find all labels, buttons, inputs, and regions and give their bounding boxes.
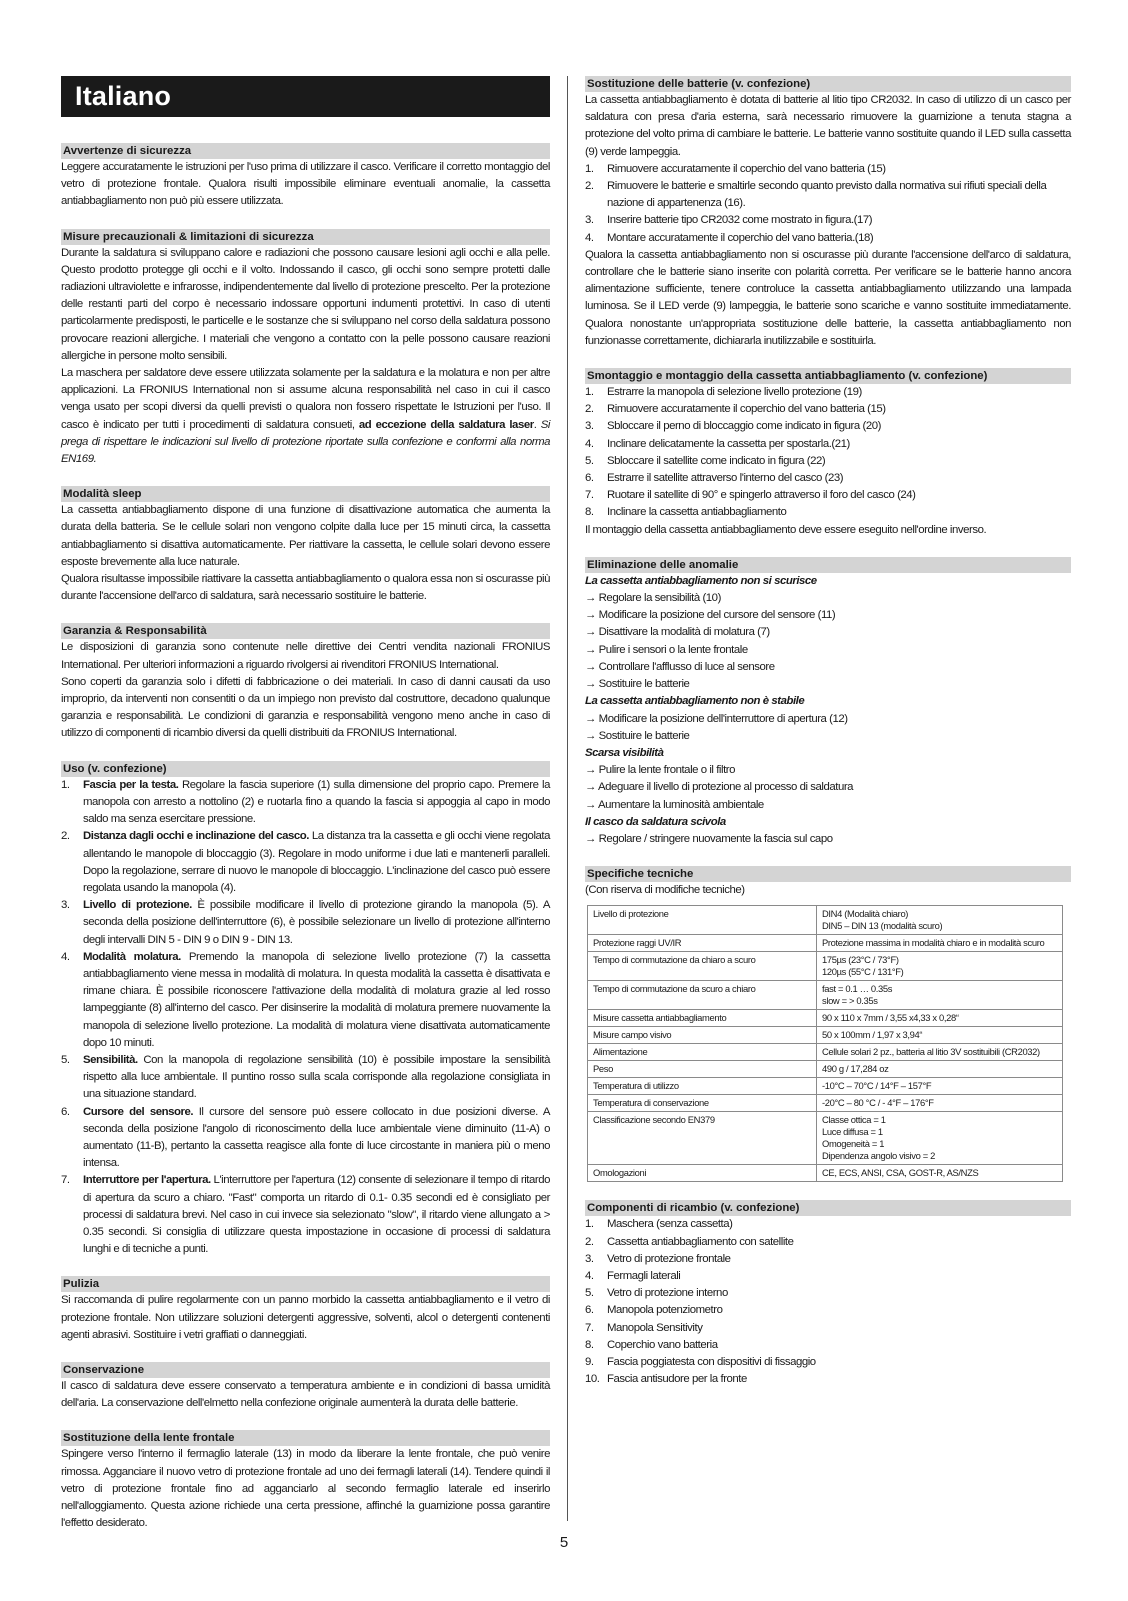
spec-value-line: Luce diffusa = 1 [822, 1126, 883, 1138]
spec-row [588, 1078, 1063, 1095]
spec-key: Livello di protezione [588, 906, 817, 935]
item-lead: Interruttore per l'apertura. [83, 1174, 211, 1187]
list-item [585, 1285, 1071, 1302]
item-lead: Livello di protezione. [83, 899, 192, 912]
item-number: 3. [585, 1252, 594, 1265]
spec-value-line: Dipendenza angolo visivo = 2 [822, 1150, 935, 1162]
item-number: 10. [585, 1373, 600, 1386]
list-item [585, 384, 1071, 401]
spec-value-line: fast = 0.1 … 0.35s [822, 983, 893, 995]
spec-key: Peso [588, 1061, 817, 1078]
item-text: Ruotare il satellite di 90° e spingerlo attraverso il foro del casco (24) [607, 489, 916, 502]
section-heading: Garanzia & Responsabilità [61, 623, 550, 639]
item-text: Inserire batterie tipo CR2032 come mostrato in figura.(17) [607, 214, 873, 227]
item-text: Fascia antisudore per la fronte [607, 1373, 747, 1386]
spec-value [817, 981, 1063, 1010]
item-number: 3. [585, 420, 594, 433]
section-batterie [585, 76, 1071, 350]
item-text: Vetro di protezione frontale [607, 1252, 731, 1265]
item-text: Estrarre la manopola di selezione livello protezione (19) [607, 386, 862, 399]
spec-value-line: 90 x 110 x 7mm / 3,55 x4,33 x 0,28“ [822, 1012, 959, 1024]
spec-row [588, 1061, 1063, 1078]
item-number: 6. [585, 472, 594, 485]
section-heading: Misure precauzionali & limitazioni di sicurezza [61, 229, 550, 245]
item-number: 5. [61, 1053, 70, 1066]
section-uso [61, 761, 550, 1259]
item-number: 5. [585, 454, 594, 467]
item-text: È possibile modificare il livello di protezione girando la manopola (5). A seconda della posizione dell'interruttore (6), è possibile selezionare un livello di protezione all'interno degli intervalli DIN 5 - DIN 9 o DIN 9 - DIN 13. [83, 899, 550, 946]
anomaly-remedy: → Pulire i sensori o la lente frontale [585, 643, 748, 656]
paragraph: Durante la saldatura si sviluppano calore e radiazioni che possono causare lesioni agli occhi e alla pelle. Questo prodotto protegge gli occhi e il volto. Indossando il casco, gli occhi sono sempre protetti dalle radiazioni ultraviolette e infrarosse, indipendentemente dal livello di protezione prescelto. Per la protezione delle restanti parti del corpo è necessario indossare opportuni indumenti protettivi. In caso di utenti particolarmente predisposti, le particelle e le sostanze che si sviluppano nel corso della saldatura possono provocare reazioni allergiche. I materiali che vengono a contatto con la pelle possono causare reazioni allergiche in persone molto sensibili. [61, 246, 550, 362]
paragraph: La cassetta antiabbagliamento dispone di una funzione di disattivazione automatica che aumenta la durata della batteria. Se le cellule solari non vengono colpite dalla luce per 15 minuti circa, la cassetta antiabbagliamento si disattiva automaticamente. Per riattivare la cassetta, le cellule solari devono essere esposte brevemente alla luce naturale. [61, 504, 550, 568]
section-misure [61, 229, 550, 469]
list-item [61, 949, 550, 1052]
paragraph [61, 365, 550, 468]
spec-value [817, 1027, 1063, 1044]
page-title: Italiano [75, 81, 172, 111]
anomaly-remedy: → Regolare / stringere nuovamente la fascia sul capo [585, 832, 833, 845]
item-text: Sbloccare il satellite come indicato in figura (22) [607, 454, 826, 467]
spec-row [588, 1027, 1063, 1044]
spec-value-line: 120µs (55°C / 131°F) [822, 966, 904, 978]
item-number: 4. [585, 231, 594, 244]
list-item [61, 828, 550, 897]
spec-key: Tempo di commutazione da chiaro a scuro [588, 952, 817, 981]
list-item [585, 1302, 1071, 1319]
item-number: 2. [585, 1235, 594, 1248]
paragraph: Il montaggio della cassetta antiabbagliamento deve essere eseguito nell'ordine inverso. [585, 523, 987, 536]
anomaly-title: La cassetta antiabbagliamento non è stabile [585, 695, 805, 708]
item-number: 5. [585, 1287, 594, 1300]
item-number: 1. [585, 386, 594, 399]
list-item [585, 1234, 1071, 1251]
anomaly-remedy: → Disattivare la modalità di molatura (7) [585, 626, 770, 639]
italic-run: Si prega di rispettare le indicazioni sul livello di protezione riportate sulla confezione e conformi alla norma EN169. [61, 418, 550, 466]
list-item [585, 212, 1071, 229]
list-item [61, 1052, 550, 1104]
paragraph: Qualora risultasse impossibile riattivare la cassetta antiabbagliamento o qualora essa non si oscurasse più durante l'accensione dell'arco di saldatura, sarà necessario sostituire le batterie. [61, 573, 550, 603]
list-item [61, 1104, 550, 1173]
item-number: 2. [61, 830, 70, 843]
item-text: Il cursore del sensore può essere collocato in due posizioni diverse. A seconda della posizione l'angolo di riconoscimento della luce ambientale viene diminuito (11-A) o aumentato (11-B), pertanto la cassetta reagisce alla fonte di luce circostante in maniera più o meno intensa. [83, 1105, 550, 1170]
item-text: Vetro di protezione interno [607, 1287, 728, 1300]
list-item [585, 1354, 1071, 1371]
spec-value [817, 1095, 1063, 1112]
item-text: Manopola potenziometro [607, 1304, 723, 1317]
item-number: 4. [61, 950, 70, 963]
list-item [585, 230, 1071, 247]
anomaly-remedy: → Adeguare il livello di protezione al processo di saldatura [585, 781, 854, 794]
paragraph: Si raccomanda di pulire regolarmente con un panno morbido la cassetta antiabbagliamento e il vetro di protezione frontale. Non utilizzare soluzioni detergenti aggressive, solventi, alcol o detergenti contenenti agenti abrasivi. Sostituire i vetri graffiati o danneggiati. [61, 1294, 550, 1341]
item-lead: Modalità molatura. [83, 950, 181, 963]
paragraph: Spingere verso l'interno il fermaglio laterale (13) in modo da liberare la lente frontale, che può venire rimossa. Agganciare il nuovo vetro di protezione frontale ad uno dei fermagli laterali (14). Tendere quindi il vetro di protezione frontale fino ad agganciarlo al secondo fermaglio laterale ed inserirlo nell'alloggiamento. Questa azione richiede una certa pressione, affinché la guarnizione possa garantire l'effetto desiderato. [61, 1448, 550, 1530]
item-text: Regolare la fascia superiore (1) sulla dimensione del proprio capo. Premere la manopola con arresto a nottolino (2) e ruotarla fino a quando la fascia si appoggia al capo in modo saldo ma senza esercitare pressione. [83, 778, 550, 826]
section-heading: Smontaggio e montaggio della cassetta antiabbagliamento (v. confezione) [585, 368, 1071, 384]
item-number: 3. [61, 899, 70, 912]
text-run: . [533, 418, 541, 431]
spec-row [588, 1095, 1063, 1112]
list-item [585, 487, 1071, 504]
item-number: 8. [585, 1338, 594, 1351]
section-heading: Sostituzione delle batterie (v. confezione) [585, 76, 1071, 92]
item-number: 1. [585, 162, 594, 175]
spec-key: Omologazioni [588, 1165, 817, 1182]
spec-value [817, 1010, 1063, 1027]
title-bar [61, 76, 550, 117]
anomaly-remedy: → Sostituire le batterie [585, 729, 690, 742]
item-text: La distanza tra la cassetta e gli occhi viene regolata allentando le manopole di bloccaggio (3). Regolare in modo uniforme i due lati e mantenerli paralleli. Dopo la regolazione, serrare di nuovo le manopole di bloccaggio. L'inclinazione del casco può essere regolata usando la manopola (4). [83, 830, 551, 894]
list-item [585, 1251, 1071, 1268]
spec-value [817, 952, 1063, 981]
item-number: 9. [585, 1355, 594, 1368]
subtitle: (Con riserva di modifiche tecniche) [585, 884, 745, 897]
spec-value-line: Classe ottica = 1 [822, 1114, 886, 1126]
spec-key: Misure campo visivo [588, 1027, 817, 1044]
list-item [585, 504, 1071, 521]
list-item [585, 436, 1071, 453]
text-run: La maschera per saldatore deve essere utilizzata solamente per la saldatura e la molatura e non per altre applicazioni. La FRONIUS International non si assume alcuna responsabilità nel caso in cui il casco venga usato per scopi diversi da quelli previsti o qualora non fossero rispettate le Istruzioni per l'uso. Il casco è indicato per tutti i procedimenti di saldatura consueti, [61, 367, 550, 431]
spec-value [817, 1165, 1063, 1182]
spec-row [588, 1165, 1063, 1182]
item-number: 4. [585, 437, 594, 450]
item-text: L'interruttore per l'apertura (12) consente di selezionare il tempo di ritardo di apertura da scuro a chiaro. "Fast" comporta un ritardo di 0.1- 0.35 secondi ed è consigliato per processi di saldatura brevi. Nel caso in cui invece sia selezionato "slow", il ritardo viene allungato a > 0.35 secondi. Si consiglia di utilizzare questa impostazione in occasione di processi di saldatura lunghi e di tecniche a punti. [83, 1174, 550, 1256]
section-ricambio [585, 1200, 1071, 1388]
section-conservazione [61, 1362, 550, 1412]
spec-row [588, 952, 1063, 981]
item-number: 7. [585, 1321, 594, 1334]
item-text: Fermagli laterali [607, 1269, 681, 1282]
paragraph: Le disposizioni di garanzia sono contenute nelle direttive dei Centri vendita nazionali FRONIUS International. Per ulteriori informazioni a riguardo rivolgersi ai rivenditori FRONIUS International. [61, 641, 550, 671]
section-heading: Eliminazione delle anomalie [585, 557, 1071, 573]
paragraph: Qualora la cassetta antiabbagliamento non si oscurasse più durante l'accensione dell'arco di saldatura, controllare che le batterie siano inserite con polarità corretta. Per verificare se le batterie hanno ancora alimentazione sufficiente, tenere controluce la cassetta antiabbagliamento utilizzando una lampada luminosa. Se il LED verde (9) lampeggia, le batterie sono scariche e vanno sostituite immediatamente. Qualora nonostante un'appropriata sostituzione delle batterie, la cassetta antiabbagliamento non funzionasse correttamente, dichiararla inutilizzabile e sostituirla. [585, 248, 1071, 347]
spec-key: Temperatura di utilizzo [588, 1078, 817, 1095]
item-number: 3. [585, 214, 594, 227]
list-item [61, 897, 550, 949]
list-item [585, 161, 1071, 178]
section-heading: Avvertenze di sicurezza [61, 143, 550, 159]
anomalie-body [585, 573, 1071, 848]
section-heading: Uso (v. confezione) [61, 761, 550, 777]
spec-key: Temperatura di conservazione [588, 1095, 817, 1112]
spec-value-line: -10°C – 70°C / 14°F – 157°F [822, 1080, 932, 1092]
spec-value [817, 906, 1063, 935]
item-number: 6. [585, 1304, 594, 1317]
section-lente [61, 1430, 550, 1532]
list-item [585, 401, 1071, 418]
paragraph: Il casco di saldatura deve essere conservato a temperatura ambiente e in condizioni di bassa umidità dell'aria. La conservazione dell'elmetto nella confezione originale aumenterà la durata delle batterie. [61, 1379, 550, 1410]
spec-value [817, 1078, 1063, 1095]
section-heading: Modalità sleep [61, 486, 550, 502]
anomaly-title: Il casco da saldatura scivola [585, 815, 726, 828]
spec-value-line: Omogeneità = 1 [822, 1138, 885, 1150]
anomaly-title: Scarsa visibilità [585, 746, 664, 759]
spec-value-line: slow = > 0.35s [822, 995, 878, 1007]
paragraph: La cassetta antiabbagliamento è dotata di batterie al litio tipo CR2032. In caso di utilizzo di un casco per saldatura con presa d'aria esterna, sarà necessario rimuovere la guarnizione a tenuta stagna a protezione del volto prima di cambiare le batterie. Le batterie vanno sostituite quando il LED sulla cassetta (9) verde lampeggia. [585, 94, 1071, 158]
item-text: Manopola Sensitivity [607, 1321, 703, 1334]
paragraph: Sono coperti da garanzia solo i difetti di fabbricazione o dei materiali. In caso di danni causati da uso improprio, da interventi non consentiti o da un impiego non previsto dal costruttore, decadono qualunque garanzia e responsabilità. Le condizioni di garanzia e responsabilità vengono meno anche in caso di utilizzo di componenti di ricambio diversi da quelli distribuiti da FRONIUS International. [61, 675, 550, 740]
item-text: Cassetta antiabbagliamento con satellite [607, 1235, 794, 1248]
item-number: 2. [585, 403, 594, 416]
spec-key: Tempo di commutazione da scuro a chiaro [588, 981, 817, 1010]
spec-row [588, 1010, 1063, 1027]
section-heading: Componenti di ricambio (v. confezione) [585, 1200, 1071, 1216]
item-lead: Distanza dagli occhi e inclinazione del casco. [83, 830, 309, 843]
right-column [585, 76, 1071, 1406]
list-item [585, 1371, 1071, 1388]
ricambio-list [585, 1216, 1071, 1388]
list-item [585, 453, 1071, 470]
page-number: 5 [559, 1534, 569, 1551]
spec-value-line: DIN4 (Modalità chiaro) [822, 908, 909, 920]
column-divider [567, 76, 568, 1521]
item-text: Coperchio vano batteria [607, 1338, 718, 1351]
section-smontaggio [585, 368, 1071, 539]
spec-value [817, 1044, 1063, 1061]
section-specifiche [585, 866, 1071, 1182]
item-text: Con la manopola di regolazione sensibilità (10) è possibile impostare la sensibilità rispetto alla luce ambientale. Il puntino rosso sulla scala corrisponde alla regolazione consigliata in una situazione standard. [83, 1053, 550, 1101]
item-text: Rimuovere le batterie e smaltirle secondo quanto previsto dalla normativa sui rifiuti speciali della nazione di appartenenza (16). [607, 180, 1047, 210]
item-text: Premendo la manopola di selezione livello protezione (7) la cassetta antiabbagliamento viene messa in modalità di molatura. In questa modalità la cassetta è disattivata e rimane chiara. È possibile riconoscere l'attivazione della modalità di molatura grazie al led rosso lampeggiante (8) all'interno del casco. Per disinserire la modalità di molatura premere nuovamente la manopola di selezione livello protezione. La modalità di molatura viene disattivata automaticamente dopo 10 minuti. [83, 950, 550, 1049]
spec-row [588, 935, 1063, 952]
anomaly-remedy: → Controllare l'afflusso di luce al sensore [585, 660, 775, 673]
list-item [585, 1268, 1071, 1285]
item-text: Inclinare delicatamente la cassetta per spostarla.(21) [607, 437, 850, 450]
list-item [585, 418, 1071, 435]
spec-key: Alimentazione [588, 1044, 817, 1061]
section-anomalie [585, 557, 1071, 848]
anomaly-remedy: → Sostituire le batterie [585, 678, 690, 691]
spec-table [587, 905, 1063, 1182]
paragraph: Leggere accuratamente le istruzioni per l'uso prima di utilizzare il casco. Verificare il corretto montaggio del vetro di protezione frontale. Qualora risulti impossibile eliminare eventuali anomalie, la cassetta antiabbagliamento non può più essere utilizzata. [61, 161, 550, 208]
spec-value-line: 50 x 100mm / 1,97 x 3,94“ [822, 1029, 923, 1041]
batterie-list [585, 161, 1071, 247]
item-number: 1. [61, 778, 70, 791]
item-number: 7. [61, 1174, 70, 1187]
item-number: 8. [585, 506, 594, 519]
item-lead: Cursore del sensore. [83, 1105, 194, 1118]
spec-row [588, 981, 1063, 1010]
smontaggio-list [585, 384, 1071, 522]
item-lead: Sensibilità. [83, 1053, 138, 1066]
anomaly-remedy: → Modificare la posizione dell'interruttore di apertura (12) [585, 712, 848, 725]
spec-value [817, 1061, 1063, 1078]
list-item [585, 470, 1071, 487]
item-number: 6. [61, 1105, 70, 1118]
section-sleep [61, 486, 550, 605]
spec-value [817, 935, 1063, 952]
item-text: Fascia poggiatesta con dispositivi di fissaggio [607, 1355, 816, 1368]
section-heading: Conservazione [61, 1362, 550, 1378]
list-item [61, 777, 550, 829]
list-item [585, 1216, 1071, 1233]
list-item [585, 1337, 1071, 1354]
spec-row [588, 1112, 1063, 1165]
item-text: Rimuovere accuratamente il coperchio del vano batteria (15) [607, 162, 886, 175]
spec-row [588, 1044, 1063, 1061]
anomaly-remedy: → Pulire la lente frontale o il filtro [585, 764, 736, 777]
anomaly-remedy: → Modificare la posizione del cursore del sensore (11) [585, 609, 836, 622]
item-number: 1. [585, 1218, 594, 1231]
list-item [61, 1172, 550, 1258]
spec-key: Misure cassetta antiabbagliamento [588, 1010, 817, 1027]
section-pulizia [61, 1276, 550, 1344]
anomaly-remedy: → Regolare la sensibilità (10) [585, 592, 721, 605]
item-text: Rimuovere accuratamente il coperchio del vano batteria (15) [607, 403, 886, 416]
anomaly-remedy: → Aumentare la luminosità ambientale [585, 798, 764, 811]
spec-value-line: Protezione massima in modalità chiaro e in modalità scuro [822, 937, 1045, 949]
item-number: 4. [585, 1269, 594, 1282]
item-number: 2. [585, 180, 594, 193]
anomaly-title: La cassetta antiabbagliamento non si scurisce [585, 574, 817, 587]
spec-value-line: -20°C – 80 °C / - 4°F – 176°F [822, 1097, 934, 1109]
item-text: Montare accuratamente il coperchio del vano batteria.(18) [607, 231, 874, 244]
section-garanzia [61, 623, 550, 742]
spec-row [588, 906, 1063, 935]
bold-run: ad eccezione della saldatura laser [358, 418, 534, 431]
spec-value [817, 1112, 1063, 1165]
section-heading: Specifiche tecniche [585, 866, 1071, 882]
uso-list [61, 777, 550, 1259]
spec-value-line: 490 g / 17,284 oz [822, 1063, 889, 1075]
spec-value-line: 175µs (23°C / 73°F) [822, 954, 899, 966]
item-lead: Fascia per la testa. [83, 778, 179, 791]
spec-value-line: Cellule solari 2 pz., batteria al litio 3V sostituibili (CR2032) [822, 1046, 1040, 1058]
item-text: Maschera (senza cassetta) [607, 1218, 733, 1231]
item-text: Inclinare la cassetta antiabbagliamento [607, 506, 787, 519]
spec-value-line: DIN5 – DIN 13 (modalità scuro) [822, 920, 943, 932]
list-item [585, 1320, 1071, 1337]
item-text: Estrarre il satellite attraverso l'interno del casco (23) [607, 472, 844, 485]
item-number: 7. [585, 489, 594, 502]
list-item [585, 178, 1071, 212]
section-heading: Pulizia [61, 1276, 550, 1292]
left-column [61, 76, 550, 1550]
spec-key: Classificazione secondo EN379 [588, 1112, 817, 1165]
section-heading: Sostituzione della lente frontale [61, 1430, 550, 1446]
spec-value-line: CE, ECS, ANSI, CSA, GOST-R, AS/NZS [822, 1167, 979, 1179]
section-avvertenze [61, 143, 550, 211]
item-text: Sbloccare il perno di bloccaggio come indicato in figura (20) [607, 420, 881, 433]
spec-key: Protezione raggi UV/IR [588, 935, 817, 952]
